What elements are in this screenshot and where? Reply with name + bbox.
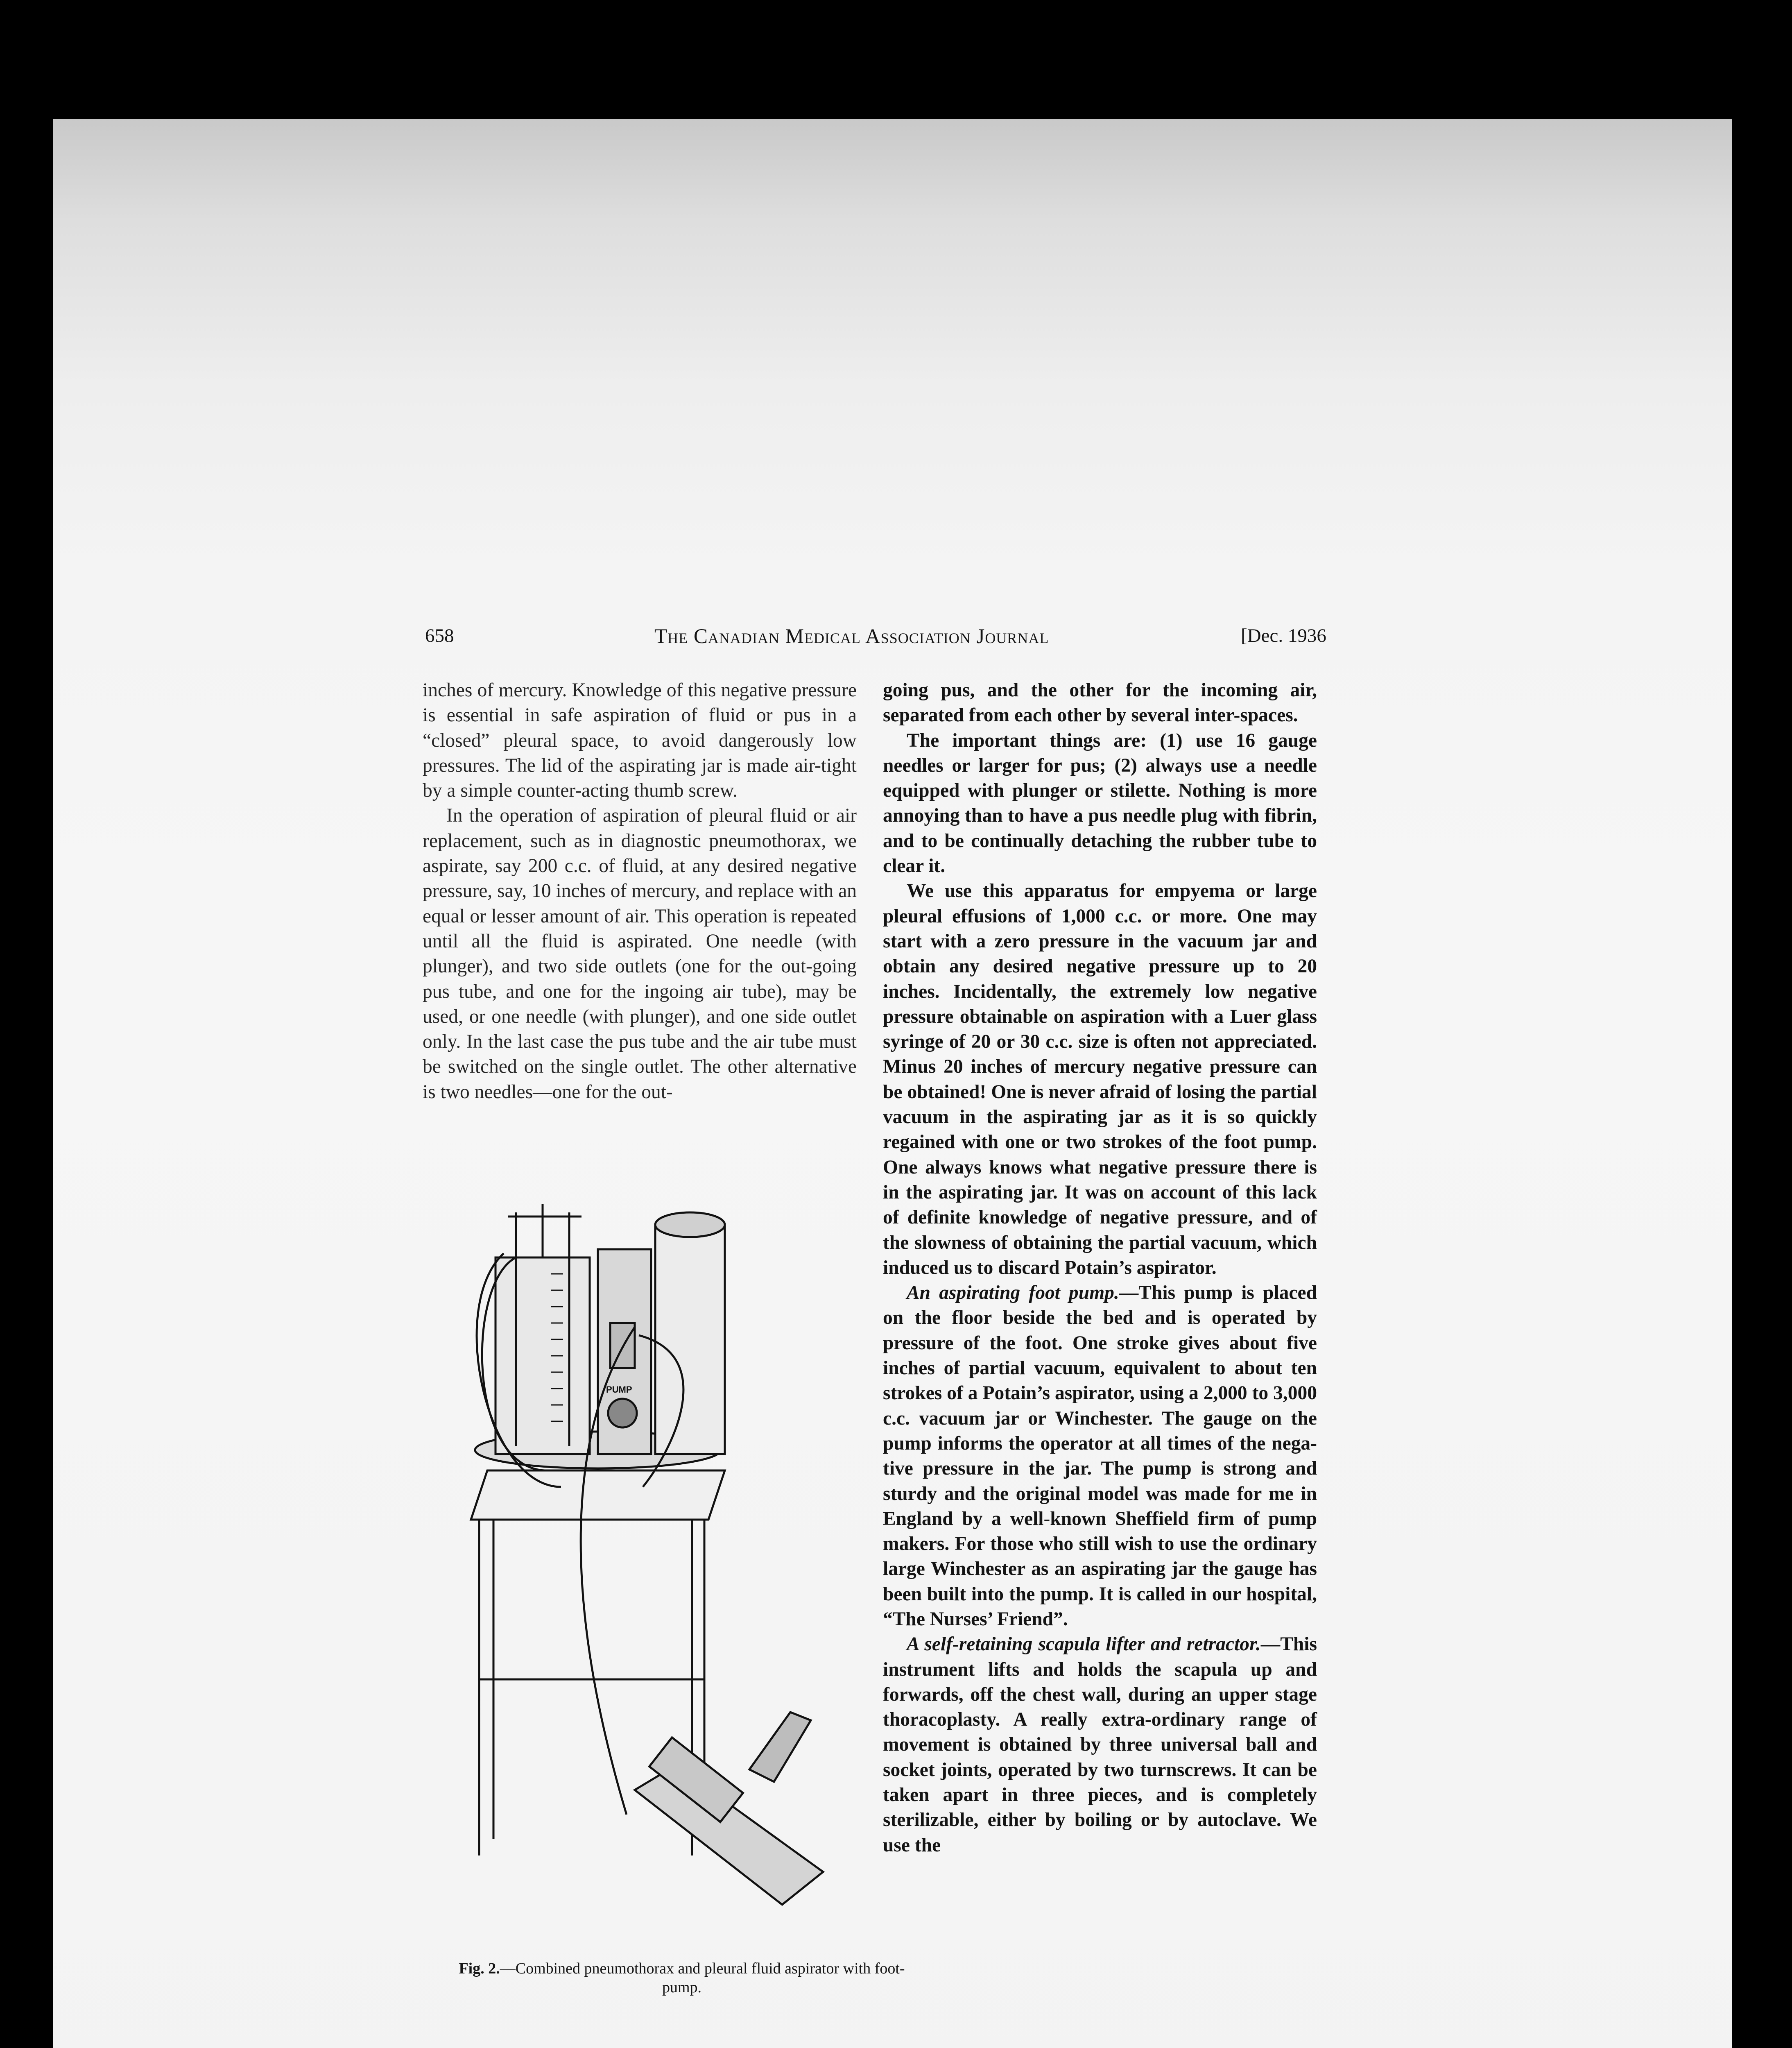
paragraph-text: —This instrument lifts and holds the scapula up and forwards, off the chest wall, during an upper stage thoracoplasty. A really extra-ordinary range of movement is obtained by three universal ball and socket joints, operated by two turnscrews. It can be taken apart in three pieces, and is completely sterilizable, either by boiling or by autoclave. We use the bbox=[883, 1633, 1317, 1856]
caption-text: —Combined pneumothorax and pleural fluid aspirator with foot-pump. bbox=[500, 1960, 905, 1996]
left-column bbox=[423, 678, 857, 1105]
section-heading: An aspirating foot pump. bbox=[907, 1282, 1119, 1304]
issue-date: [Dec. 1936 bbox=[1241, 625, 1326, 646]
caption-label: Fig. 2. bbox=[459, 1960, 500, 1977]
page-number: 658 bbox=[425, 625, 454, 646]
paragraph: In the operation of aspiration of pleural fluid or air replacement, such as in diagnostic pneumothorax, we aspirate, say 200 c.c. of fluid, at any desired negative pressure, say, 10 inches of mercury, and replace with an equal or lesser amount of air. This operation is repeated until all the fluid is aspirated. One needle (with plunger), and two side outlets (one for the out-going pus tube, and one for the ingoing air tube), may be used, or one needle (with plunger), and one side outlet only. In the last case the pus tube and the air tube must be switched on the single outlet. The other alternative is two needles—one for the out- bbox=[423, 805, 857, 1103]
paragraph bbox=[883, 1632, 1317, 1858]
paragraph-text: —This pump is placed on the floor beside the bed and is operated by pressure of the foot. One stroke gives about five inches of partial vacuum, equivalent to about ten strokes of a Potain’s aspirator, using a 2,000 to 3,000 c.c. vacuum jar or Winchester. The gauge on the pump informs the operator at all times of the nega-tive pressure in the jar. The pump is strong and sturdy and the original model was made for me in England by a well-known Sheffield firm of pump makers. For those who still wish to use the ordinary large Winchester as an aspirating jar the gauge has been built into the pump. It is called in our hospital, “The Nurses’ Friend”. bbox=[883, 1282, 1317, 1630]
paragraph: The important things are: (1) use 16 gauge needles or larger for pus; (2) always use a needle equipped with plunger or stilette. Nothing is more annoying than to have a pus needle plug with fibrin, and to be continually detaching the rubber tube to clear it. bbox=[883, 729, 1317, 877]
section-heading: A self-retaining scapula lifter and retractor. bbox=[907, 1633, 1261, 1655]
right-column bbox=[883, 678, 1317, 1858]
pump-label: PUMP bbox=[606, 1384, 632, 1395]
scanned-page bbox=[53, 119, 1732, 2048]
figure-caption bbox=[450, 1959, 913, 1997]
paragraph: We use this apparatus for empyema or large pleural effusions of 1,000 c.c. or more. One may start with a zero pressure in the vacuum jar and obtain any desired negative pressure up to 20 inches. Incidentally, the extremely low negative pressure obtainable on aspiration with a Luer glass syringe of 20 or 30 c.c. size is often not appreciated. Minus 20 inches of mercury negative pressure can be obtained! One is never afraid of losing the partial vacuum in the aspirating jar as it is so quickly regained with one or two strokes of the foot pump. One always knows what negative pressure there is in the aspirating jar. It was on account of this lack of definite knowledge of negative pressure, and of the slowness of obtaining the partial vacuum, which induced us to discard Potain’s aspirator. bbox=[883, 880, 1317, 1278]
paragraph bbox=[883, 1280, 1317, 1632]
paragraph: inches of mercury. Knowledge of this negative pressure is essential in safe aspiration of fluid or pus in a “closed” pleural space, to avoid dangerously low pressures. The lid of the aspirating jar is made air-tight by a simple counter-acting thumb screw. bbox=[423, 680, 857, 802]
aspirator-illustration bbox=[463, 1200, 901, 1937]
paragraph: going pus, and the other for the incoming air, separated from each other by several inter-spaces. bbox=[883, 680, 1317, 726]
journal-title: The Canadian Medical Association Journal bbox=[654, 625, 1049, 648]
